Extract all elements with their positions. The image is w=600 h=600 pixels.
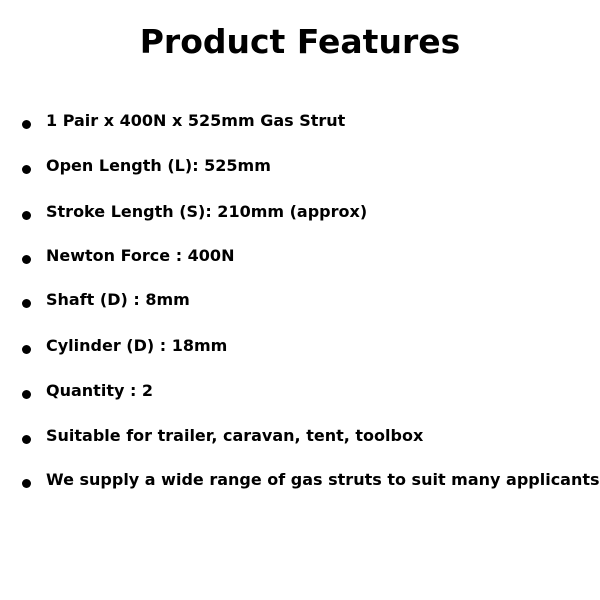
bullet-icon	[22, 435, 31, 444]
list-item	[22, 197, 367, 227]
feature-label: Cylinder (D) : 18mm	[46, 336, 228, 355]
list-item	[22, 285, 190, 315]
feature-label: Shaft (D) : 8mm	[46, 290, 190, 309]
bullet-icon	[22, 390, 31, 399]
list-item	[22, 376, 153, 406]
list-item	[22, 151, 271, 181]
list-item	[22, 331, 227, 361]
list-item	[22, 465, 600, 495]
bullet-icon	[22, 211, 31, 220]
list-item	[22, 106, 345, 136]
bullet-icon	[22, 165, 31, 174]
feature-label: Newton Force : 400N	[46, 246, 235, 265]
bullet-icon	[22, 255, 31, 264]
bullet-icon	[22, 345, 31, 354]
list-item	[22, 241, 234, 271]
page-title: Product Features	[139, 22, 461, 61]
feature-label: We supply a wide range of gas struts to suit many applicants	[46, 470, 600, 489]
feature-label: Suitable for trailer, caravan, tent, toolbox	[46, 426, 424, 445]
bullet-icon	[22, 479, 31, 488]
feature-label: Open Length (L): 525mm	[46, 156, 271, 175]
feature-label: 1 Pair x 400N x 525mm Gas Strut	[46, 111, 346, 130]
feature-label: Quantity : 2	[46, 381, 154, 400]
feature-label: Stroke Length (S): 210mm (approx)	[46, 202, 368, 221]
bullet-icon	[22, 299, 31, 308]
list-item	[22, 421, 423, 451]
bullet-icon	[22, 120, 31, 129]
